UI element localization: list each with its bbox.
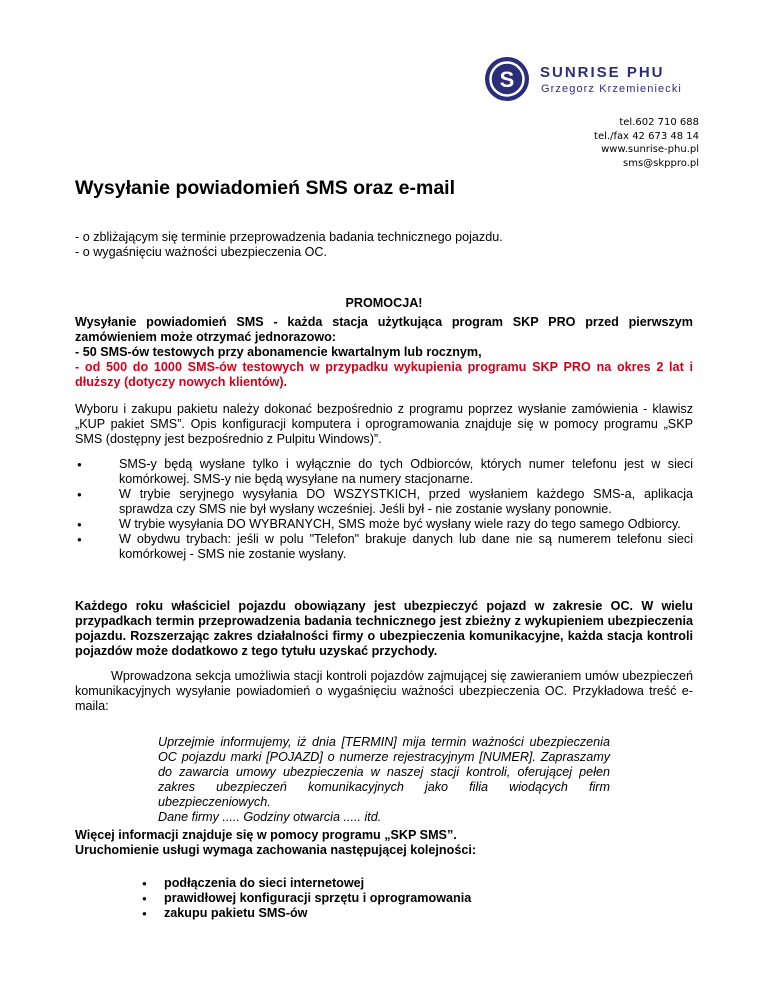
contact-www[interactable]: www.sunrise-phu.pl (601, 144, 699, 155)
intro-line: - o zbliżającym się terminie przeprowadzenia badania technicznego pojazdu. (75, 230, 503, 244)
rules-list (75, 457, 693, 562)
requirements-heading: Uruchomienie usługi wymaga zachowania następującej kolejności: (75, 843, 477, 857)
oc-paragraph: Każdego roku właściciel pojazdu obowiązany jest ubezpieczyć pojazd w zakresie OC. W wielu przypadkach termin przeprowadzenia badania technicznego jest zbieżny z wykupieniem ubezpieczenia pojazdu. Rozszerzając zakres działalności firmy o ubezpieczenia komunikacyjne, każda stacja kontroli pojazdów może dodatkowo z tego tytułu uzyskać przychody. (75, 599, 693, 658)
more-info-block (75, 828, 693, 858)
list-item: ● podłączenia do sieci internetowej (142, 876, 471, 891)
email-example (158, 735, 610, 825)
contact-email[interactable]: sms@skppro.pl (623, 157, 699, 169)
intro-line: - o wygaśnięciu ważności ubezpieczenia OC. (75, 245, 327, 259)
logo-letter: S (499, 67, 515, 92)
contact-block (594, 116, 699, 170)
email-example-body: Uprzejmie informujemy, iż dnia [TERMIN] mija termin ważności ubezpieczenia OC pojazdu marki [POJAZD] o numerze rejestracyjnym [NUMER]. Zapraszamy do zawarcia umowy ubezpieczenia w naszej stacji kontroli, oferującej pełen zakres ubezpieczeń komunikacyjnych jako filia wiodących firm ubezpieczeniowych. (158, 735, 610, 809)
email-example-footer: Dane firmy ..... Godziny otwarcia ..... itd. (158, 810, 382, 824)
company-logo-icon (484, 56, 530, 102)
list-item: ● SMS-y będą wysłane tylko i wyłącznie do tych Odbiorców, których numer telefonu jest w sieci komórkowej. SMS-y nie będą wysyłane na numery stacjonarne. (75, 457, 693, 487)
list-item: ● W trybie wysyłania DO WYBRANYCH, SMS może być wysłany wiele razy do tego samego Odbiorcy. (75, 517, 693, 532)
list-item: ● W obydwu trybach: jeśli w polu "Telefon" brakuje danych lub dane nie są numerem telefonu sieci komórkowej - SMS nie zostanie wysłany. (75, 532, 693, 562)
promo-line: - 50 SMS-ów testowych przy abonamencie kwartalnym lub rocznym, (75, 345, 482, 359)
list-item: ● zakupu pakietu SMS-ów (142, 906, 471, 921)
promo-line-highlight: - od 500 do 1000 SMS-ów testowych w przypadku wykupienia programu SKP PRO na okres 2 lat i dłuższy (dotyczy nowych klientów). (75, 360, 693, 389)
company-name: SUNRISE PHU (540, 64, 665, 81)
promo-line: Wysyłanie powiadomień SMS - każda stacja użytkująca program SKP PRO przed pierwszym zamówieniem może otrzymać jednorazowo: (75, 315, 693, 344)
more-info: Więcej informacji znajduje się w pomocy programu „SKP SMS”. (75, 828, 457, 842)
steps-list (142, 876, 471, 921)
promo-heading: PROMOCJA! (345, 296, 423, 310)
section-paragraph: Wprowadzona sekcja umożliwia stacji kontroli pojazdów zajmującej się zawieraniem umów ubezpieczeń komunikacyjnych wysyłanie powiadomień o wygaśnięciu ważności ubezpieczenia OC. Przykładowa treść e-maila: (75, 669, 693, 713)
page-title: Wysyłanie powiadomień SMS oraz e-mail (75, 177, 455, 199)
list-item: ● W trybie seryjnego wysyłania DO WSZYSTKICH, przed wysłaniem każdego SMS-a, aplikacja sprawdza czy SMS nie był wysłany wcześniej. Jeśli był - nie zostanie wysłany ponownie. (75, 487, 693, 517)
purchase-paragraph: Wyboru i zakupu pakietu należy dokonać bezpośrednio z programu poprzez wysłanie zamówienia - klawisz „KUP pakiet SMS”. Opis konfiguracji komputera i oprogramowania znajduje się w pomocy programu „SKP SMS (dostępny jest bezpośrednio z Pulpitu Windows)”. (75, 402, 693, 446)
company-owner: Grzegorz Krzemieniecki (541, 83, 682, 95)
promo-block (75, 298, 693, 390)
list-item: ● prawidłowej konfiguracji sprzętu i oprogramowania (142, 891, 471, 906)
intro-list (75, 230, 503, 260)
contact-tel: tel.602 710 688 (619, 117, 699, 128)
contact-fax: tel./fax 42 673 48 14 (594, 130, 699, 142)
